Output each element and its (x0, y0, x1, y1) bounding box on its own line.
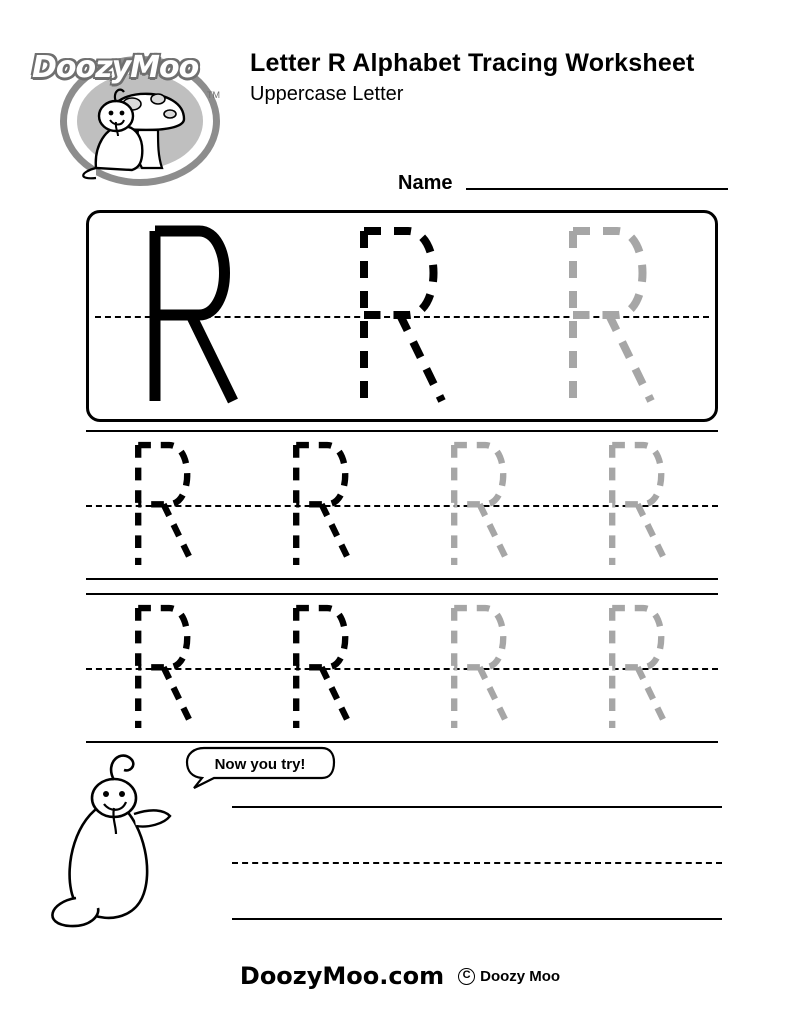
footer-copyright-text: Doozy Moo (480, 967, 561, 985)
footer (0, 962, 800, 990)
logo-trademark: TM (207, 90, 220, 100)
name-input-line[interactable] (466, 187, 728, 190)
letter-slot-dashed-dark[interactable] (86, 432, 244, 578)
practice-line-bottom[interactable] (232, 918, 722, 920)
name-field[interactable] (398, 172, 728, 195)
letter-r-dashed-icon (280, 601, 366, 735)
copyright-icon: C (458, 968, 475, 985)
name-label: Name (398, 172, 453, 194)
practice-line-top[interactable] (232, 806, 722, 808)
letter-r-dashed-gray-icon (596, 438, 682, 572)
letter-r-dashed-gray-icon (438, 438, 524, 572)
letter-slot-dashed-gray[interactable] (402, 595, 560, 741)
logo-wordmark: DoozyMoo (32, 50, 199, 85)
tracing-row-three (86, 593, 718, 743)
tracing-letters-large (89, 213, 715, 419)
letter-r-dashed-gray-icon (551, 221, 671, 411)
page-title-block (250, 48, 770, 106)
tracing-row-large (86, 210, 718, 422)
letter-r-dashed-icon (122, 601, 208, 735)
tracing-letters-row-three (86, 595, 718, 741)
letter-r-dashed-gray-icon (438, 601, 524, 735)
footer-copyright (458, 968, 560, 985)
page-title: Letter R Alphabet Tracing Worksheet (250, 49, 695, 77)
doozy-moo-logo (32, 28, 222, 186)
practice-line-middle-dashed (232, 862, 722, 864)
tracing-letters-row-two (86, 432, 718, 578)
letter-slot-dashed-gray[interactable] (560, 432, 718, 578)
letter-r-dashed-gray-icon (596, 601, 682, 735)
page-subtitle: Uppercase Letter (250, 83, 404, 106)
letter-slot-dashed-dark[interactable] (86, 595, 244, 741)
practice-writing-area[interactable] (232, 800, 722, 924)
tracing-row-two (86, 430, 718, 580)
letter-r-solid-icon (133, 221, 253, 411)
letter-slot-dashed-dark[interactable] (298, 213, 507, 419)
footer-site-name: DoozyMoo.com (239, 962, 445, 990)
letter-slot-dashed-dark[interactable] (244, 595, 402, 741)
speech-bubble-text: Now you try! (214, 755, 306, 773)
speech-bubble (184, 744, 336, 784)
letter-slot-dashed-dark[interactable] (244, 432, 402, 578)
mascot-bottom-icon (36, 742, 208, 942)
letter-slot-dashed-gray[interactable] (402, 432, 560, 578)
letter-slot-dashed-gray[interactable] (506, 213, 715, 419)
letter-slot-solid[interactable] (89, 213, 298, 419)
letter-slot-dashed-gray[interactable] (560, 595, 718, 741)
letter-r-dashed-icon (342, 221, 462, 411)
letter-r-dashed-icon (280, 438, 366, 572)
letter-r-dashed-icon (122, 438, 208, 572)
